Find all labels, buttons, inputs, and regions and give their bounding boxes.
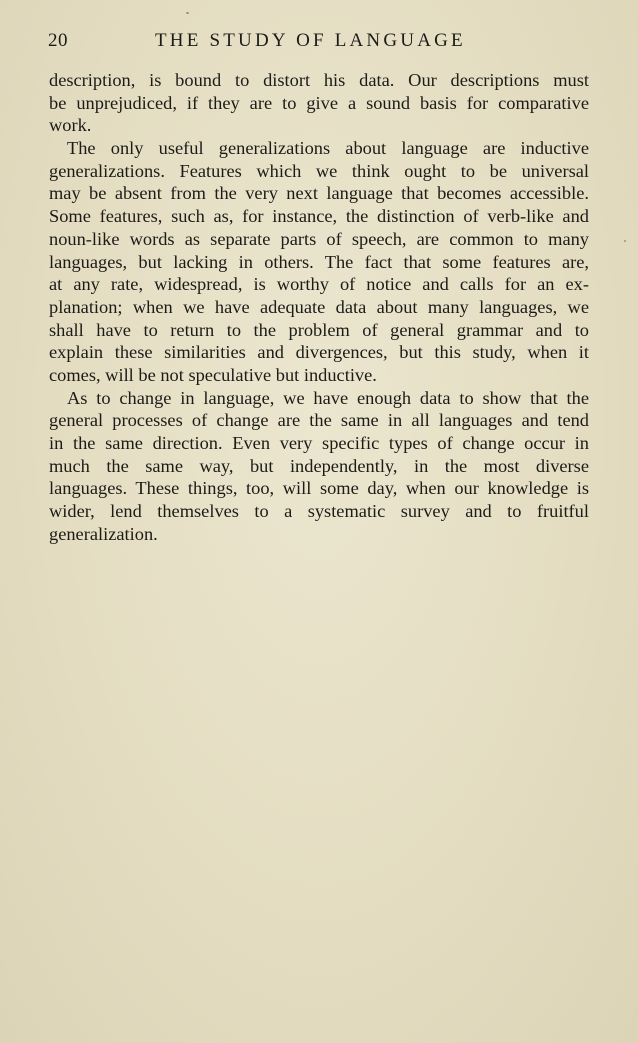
paragraph [49, 69, 589, 137]
text-line: comes, will be not speculative but inductive. [49, 364, 377, 385]
text-line: languages, but lacking in others. The fact that some features are, [49, 251, 589, 272]
text-line: As to change in language, we have enough data to show that the [67, 387, 589, 408]
text-line: much the same way, but independently, in the most diverse [49, 455, 589, 476]
paper-speck [624, 240, 626, 242]
page-header [48, 30, 588, 56]
text-line: noun-like words as separate parts of speech, are common to many [49, 228, 589, 249]
text-line: work. [49, 115, 92, 136]
text-line: at any rate, widespread, is worthy of notice and calls for an ex- [49, 274, 589, 295]
text-line: in the same direction. Even very specific types of change occur in [49, 433, 589, 453]
body-text [49, 69, 589, 545]
text-line: be unprejudiced, if they are to give a sound basis for comparative [49, 92, 589, 113]
text-line: The only useful generalizations about language are inductive [67, 138, 589, 159]
text-line: wider, lend themselves to a systematic survey and to fruitful [49, 501, 589, 522]
paragraph [49, 387, 589, 546]
page-number: 20 [48, 30, 68, 51]
text-line: languages. These things, too, will some day, when our knowledge is [49, 478, 589, 499]
paragraph [49, 137, 589, 387]
text-line: generalizations. Features which we think ought to be universal [49, 160, 589, 181]
text-line: general processes of change are the same in all languages and tend [49, 410, 589, 431]
text-line: generalization. [49, 523, 158, 544]
text-line: Some features, such as, for instance, the distinction of verb-like and [49, 206, 589, 227]
text-line: planation; when we have adequate data about many languages, we [49, 296, 589, 317]
text-line: explain these similarities and divergences, but this study, when it [49, 342, 589, 363]
text-line: may be absent from the very next language that becomes accessible. [49, 183, 589, 204]
text-line: description, is bound to distort his data. Our descriptions must [49, 70, 589, 90]
paper-speck [186, 12, 189, 14]
running-title: THE STUDY OF LANGUAGE [155, 30, 466, 51]
text-line: shall have to return to the problem of general grammar and to [49, 319, 589, 340]
